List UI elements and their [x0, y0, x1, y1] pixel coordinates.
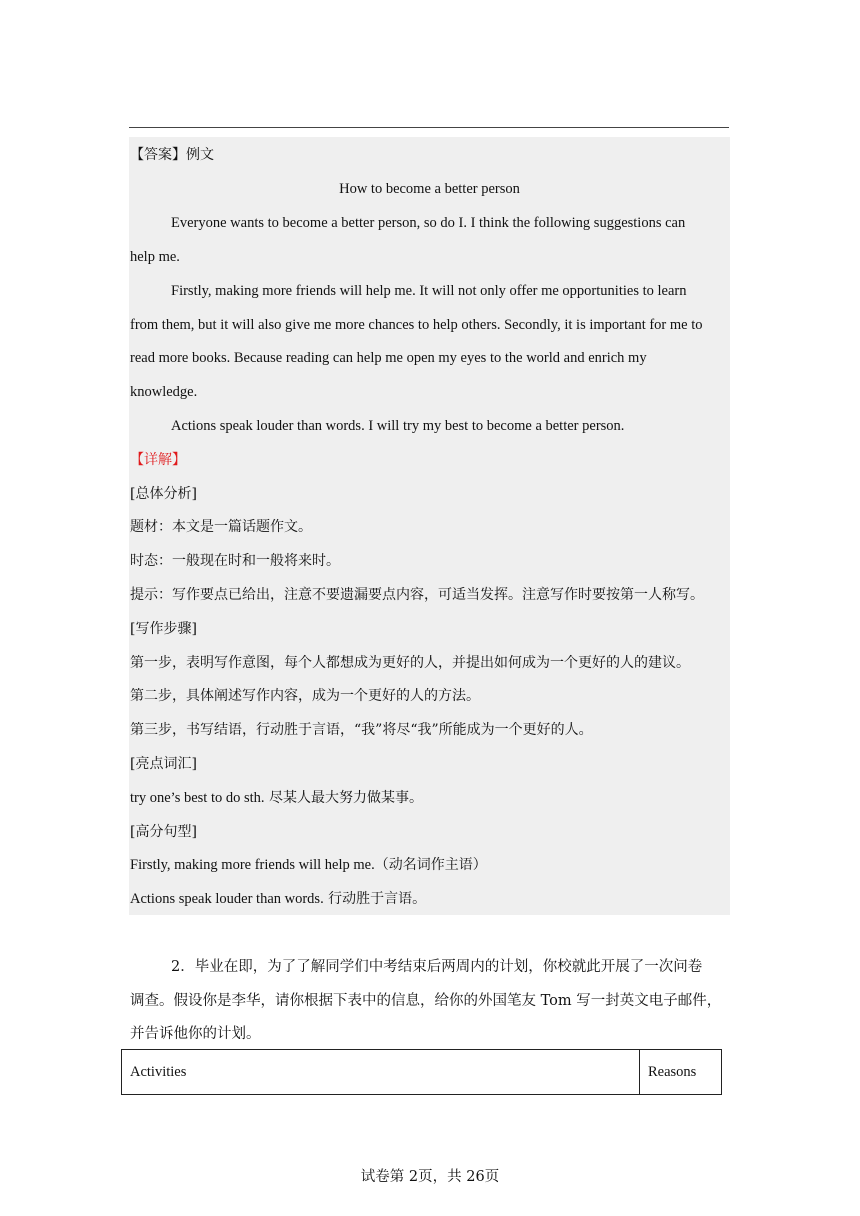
- essay-title: How to become a better person: [339, 181, 520, 197]
- question-2-line-2: 调查。假设你是李华，请你根据下表中的信息，给你的外国笔友 Tom 写一封英文电子邮件，: [130, 993, 722, 1009]
- step-1: 第一步，表明写作意图，每个人都想成为更好的人，并提出如何成为一个更好的人的建议。: [130, 655, 690, 671]
- essay-paragraph-1-line-1: Everyone wants to become a better person, so do I. I think the following suggestions can: [171, 215, 686, 231]
- table-header-activities: Activities: [130, 1064, 187, 1080]
- activities-table: [121, 1049, 722, 1095]
- sentence-item-2-en: Actions speak louder than words.: [130, 891, 324, 907]
- header-rule: [129, 127, 729, 128]
- tense-line: 时态：一般现在时和一般将来时。: [130, 553, 340, 569]
- essay-paragraph-2-line-1: Firstly, making more friends will help me. It will not only offer me opportunities to learn: [171, 283, 687, 299]
- question-2-line-1: 2．毕业在即，为了了解同学们中考结束后两周内的计划，你校就此开展了一次问卷: [171, 959, 703, 975]
- sentence-item-2: [130, 889, 426, 909]
- sentence-item-1: [130, 855, 487, 875]
- vocab-item-1-en: try one’s best to do sth.: [130, 790, 265, 806]
- table-header-reasons: Reasons: [648, 1064, 697, 1080]
- writing-steps-heading: [写作步骤]: [130, 621, 197, 637]
- overall-analysis-heading: [总体分析]: [130, 486, 197, 502]
- tip-line: 提示：写作要点已给出，注意不要遗漏要点内容，可适当发挥。注意写作时要按第一人称写。: [130, 587, 704, 603]
- question-2-line-3: 并告诉他你的计划。: [130, 1026, 261, 1042]
- explanation-header: 【详解】: [130, 452, 186, 468]
- step-2: 第二步，具体阐述写作内容，成为一个更好的人的方法。: [130, 688, 480, 704]
- answer-header: 【答案】例文: [130, 147, 214, 163]
- essay-paragraph-3: Actions speak louder than words. I will try my best to become a better person.: [171, 418, 625, 434]
- step-3: 第三步，书写结语，行动胜于言语，“我”将尽“我”所能成为一个更好的人。: [130, 722, 593, 738]
- sentence-item-1-zh: （动名词作主语）: [374, 857, 487, 873]
- essay-paragraph-2-line-4: knowledge.: [130, 384, 198, 400]
- sentence-item-1-en: Firstly, making more friends will help me.: [130, 857, 375, 873]
- high-score-sentence-heading: [高分句型]: [130, 824, 197, 840]
- page-footer: 试卷第 2页，共 26页: [360, 1169, 500, 1185]
- highlight-vocab-heading: [亮点词汇]: [130, 756, 197, 772]
- essay-paragraph-2-line-3: read more books. Because reading can help me open my eyes to the world and enrich my: [130, 350, 647, 366]
- sentence-item-2-zh: 行动胜于言语。: [328, 891, 427, 907]
- essay-paragraph-2-line-2: from them, but it will also give me more chances to help others. Secondly, it is important for me to: [130, 317, 703, 333]
- table-column-divider: [639, 1050, 640, 1094]
- topic-line: 题材：本文是一篇话题作文。: [130, 519, 312, 535]
- vocab-item-1: [130, 788, 423, 808]
- essay-paragraph-1-line-2: help me.: [130, 249, 180, 265]
- vocab-item-1-zh: 尽某人最大努力做某事。: [268, 790, 423, 806]
